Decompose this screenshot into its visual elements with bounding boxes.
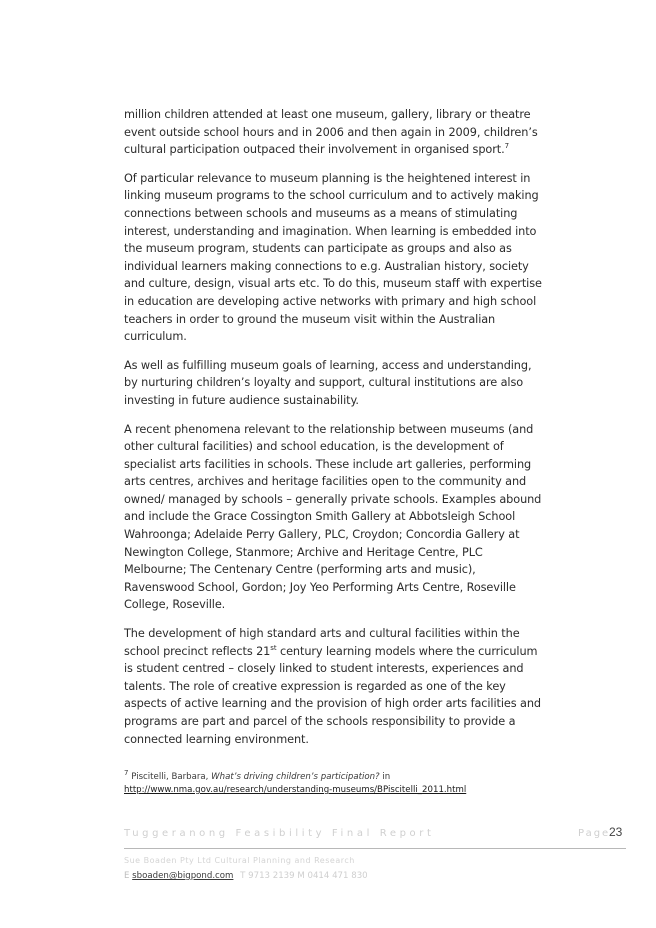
footnote-title: What’s driving children’s participation? xyxy=(211,772,380,782)
footnote-reference: 7 xyxy=(504,142,509,151)
paragraph-text: The development of high standard arts and cultural facilities within the school precinct reflects 21 xyxy=(124,627,520,658)
footnote-link[interactable]: http://www.nma.gov.au/research/understanding-museums/BPiscitelli_2011.html xyxy=(124,785,467,795)
footer-divider xyxy=(124,848,626,849)
paragraph-text: A recent phenomena relevant to the relationship between museums (and other cultural facilities) and school education, is the development of specialist arts facilities in schools. These include art galleries, performing arts centres, archives and heritage facilities open to the community and owned/ managed by schools – generally private schools. Examples abound and include the Grace Cossington Smith Gallery at Abbotsleigh School Wahroonga; Adelaide Perry Gallery, PLC, Croydon; Concordia Gallery at Newington College, Stanmore; Archive and Heritage Centre, PLC Melbourne; The Centenary Centre (performing arts and music), Ravenswood School, Gordon; Joy Yeo Performing Arts Centre, Roseville College, Roseville. xyxy=(124,422,542,612)
footer-report-title: Tuggeranong Feasibility Final Report xyxy=(124,828,435,839)
footer-email-link[interactable]: sboaden@bigpond.com xyxy=(132,871,234,881)
footnote-in: in xyxy=(379,772,391,782)
paragraph-text: As well as fulfilling museum goals of learning, access and understanding, by nurturing children’s loyalty and support, cultural institutions are also investing in future audience sustainability. xyxy=(124,358,532,407)
footer-phone: T 9713 2139 M 0414 471 830 xyxy=(240,871,368,881)
footer-company: Sue Boaden Pty Ltd Cultural Planning and Research xyxy=(124,856,355,865)
footnote-author: Piscitelli, Barbara, xyxy=(128,772,212,782)
paragraph-text: century learning models where the curriculum is student centred – closely linked to student interests, experiences and talents. The role of creative expression is regarded as one of the key aspects of active learning and the provision of high order arts facilities and programs are part and parcel of the schools responsibility to provide a connected learning environment. xyxy=(124,644,541,746)
footnote-marker: 7 xyxy=(124,769,129,778)
paragraph-text: million children attended at least one museum, gallery, library or theatre event outside school hours and in 2006 and then again in 2009, children’s cultural participation outpaced their involvement in organised sport. xyxy=(124,108,538,157)
paragraph-1 xyxy=(124,106,544,159)
paragraph-4 xyxy=(124,421,544,615)
footnote-citation xyxy=(124,771,544,784)
paragraph-text: Of particular relevance to museum planning is the heightened interest in linking museum programs to the school curriculum and to actively making connections between schools and museums as a means of stimulating interest, understanding and imagination. When learning is embedded into the museum program, students can participate as groups and also as individual learners making connections to e.g. Australian history, society and culture, design, visual arts etc. To do this, museum staff with expertise in education are developing active networks with primary and high school teachers in order to ground the museum visit within the Australian curriculum. xyxy=(124,171,542,344)
paragraph-3 xyxy=(124,357,544,410)
ordinal-suffix: st xyxy=(270,643,277,652)
paragraph-5 xyxy=(124,625,544,748)
footnote xyxy=(124,771,544,797)
body-text xyxy=(124,106,544,759)
paragraph-2 xyxy=(124,170,544,346)
footer-page-label: Page xyxy=(578,828,611,839)
email-prefix: E xyxy=(124,871,130,881)
footer-contact xyxy=(124,871,368,881)
page-number: 23 xyxy=(609,825,623,839)
